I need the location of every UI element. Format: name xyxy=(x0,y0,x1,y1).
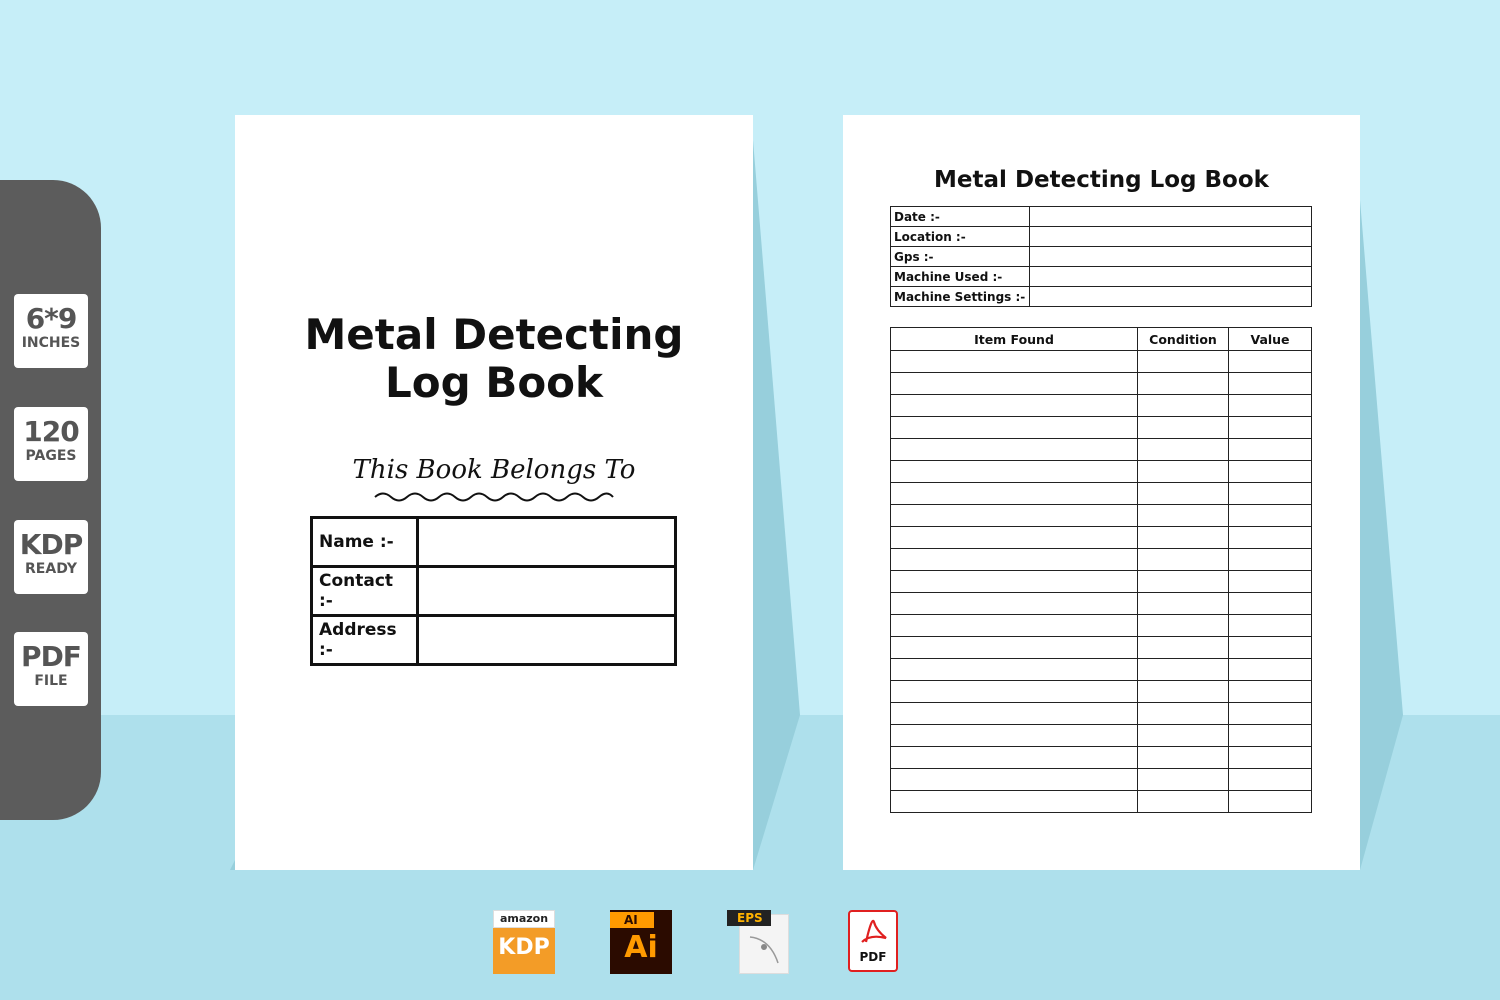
condition-header: Condition xyxy=(1138,328,1229,351)
eps-file-icon xyxy=(727,910,789,974)
value-cell[interactable] xyxy=(1229,395,1312,417)
item-found-cell[interactable] xyxy=(891,439,1138,461)
value-cell[interactable] xyxy=(1229,373,1312,395)
info-row xyxy=(891,207,1312,227)
info-row xyxy=(891,287,1312,307)
machine-used-label: Machine Used :- xyxy=(891,267,1030,287)
table-row xyxy=(891,505,1312,527)
gps-label: Gps :- xyxy=(891,247,1030,267)
date-field[interactable] xyxy=(1030,207,1312,227)
log-page xyxy=(843,115,1360,870)
condition-cell[interactable] xyxy=(1138,593,1229,615)
table-row xyxy=(891,747,1312,769)
table-row xyxy=(891,659,1312,681)
value-cell[interactable] xyxy=(1229,791,1312,813)
eps-file-tab: EPS xyxy=(727,910,771,926)
value-cell[interactable] xyxy=(1229,681,1312,703)
condition-cell[interactable] xyxy=(1138,747,1229,769)
item-found-cell[interactable] xyxy=(891,571,1138,593)
size-unit: INCHES xyxy=(21,335,81,351)
value-cell[interactable] xyxy=(1229,725,1312,747)
item-found-cell[interactable] xyxy=(891,659,1138,681)
pages-badge xyxy=(14,407,88,481)
pdf-badge xyxy=(14,632,88,706)
table-row xyxy=(891,703,1312,725)
owner-row-name xyxy=(312,518,676,567)
address-field[interactable] xyxy=(418,616,676,665)
condition-cell[interactable] xyxy=(1138,791,1229,813)
item-found-cell[interactable] xyxy=(891,637,1138,659)
pdf-unit: FILE xyxy=(34,673,68,689)
machine-settings-label: Machine Settings :- xyxy=(891,287,1030,307)
table-row xyxy=(891,549,1312,571)
ai-file-tab: AI xyxy=(610,912,654,928)
item-found-cell[interactable] xyxy=(891,549,1138,571)
feature-sidebar xyxy=(0,180,101,820)
condition-cell[interactable] xyxy=(1138,395,1229,417)
condition-cell[interactable] xyxy=(1138,373,1229,395)
item-found-cell[interactable] xyxy=(891,615,1138,637)
machine-settings-field[interactable] xyxy=(1030,287,1312,307)
table-row xyxy=(891,351,1312,373)
table-row xyxy=(891,637,1312,659)
owner-row-contact xyxy=(312,567,676,616)
cover-title-line2: Log Book xyxy=(385,358,603,407)
log-page-title: Metal Detecting Log Book xyxy=(934,167,1269,193)
condition-cell[interactable] xyxy=(1138,659,1229,681)
item-found-cell[interactable] xyxy=(891,703,1138,725)
cover-page xyxy=(235,115,753,870)
item-found-cell[interactable] xyxy=(891,373,1138,395)
condition-cell[interactable] xyxy=(1138,725,1229,747)
cover-title xyxy=(235,311,753,407)
info-row xyxy=(891,227,1312,247)
table-row xyxy=(891,439,1312,461)
condition-cell[interactable] xyxy=(1138,483,1229,505)
address-label: Address :- xyxy=(312,616,418,665)
condition-cell[interactable] xyxy=(1138,637,1229,659)
table-row xyxy=(891,395,1312,417)
size-value: 6*9 xyxy=(25,302,77,335)
value-cell[interactable] xyxy=(1229,593,1312,615)
condition-cell[interactable] xyxy=(1138,505,1229,527)
value-cell[interactable] xyxy=(1229,703,1312,725)
info-row xyxy=(891,267,1312,287)
table-row xyxy=(891,725,1312,747)
item-found-cell[interactable] xyxy=(891,505,1138,527)
owner-row-address xyxy=(312,616,676,665)
condition-cell[interactable] xyxy=(1138,439,1229,461)
location-field[interactable] xyxy=(1030,227,1312,247)
table-row xyxy=(891,593,1312,615)
kdp-value: KDP xyxy=(19,528,83,561)
date-label: Date :- xyxy=(891,207,1030,227)
machine-used-field[interactable] xyxy=(1030,267,1312,287)
value-cell[interactable] xyxy=(1229,637,1312,659)
pages-value: 120 xyxy=(23,415,79,448)
contact-field[interactable] xyxy=(418,567,676,616)
owner-table xyxy=(310,516,677,666)
size-badge xyxy=(14,294,88,368)
condition-cell[interactable] xyxy=(1138,527,1229,549)
item-found-header: Item Found xyxy=(891,328,1138,351)
condition-cell[interactable] xyxy=(1138,549,1229,571)
kdp-badge xyxy=(14,520,88,594)
table-row xyxy=(891,769,1312,791)
item-found-cell[interactable] xyxy=(891,593,1138,615)
value-cell[interactable] xyxy=(1229,615,1312,637)
item-found-cell[interactable] xyxy=(891,791,1138,813)
condition-cell[interactable] xyxy=(1138,417,1229,439)
table-row xyxy=(891,373,1312,395)
item-found-cell[interactable] xyxy=(891,747,1138,769)
value-header: Value xyxy=(1229,328,1312,351)
table-row xyxy=(891,615,1312,637)
ai-file-label: Ai xyxy=(624,930,658,965)
item-found-cell[interactable] xyxy=(891,461,1138,483)
item-found-cell[interactable] xyxy=(891,681,1138,703)
contact-label: Contact :- xyxy=(312,567,418,616)
kdp-logo-text: KDP xyxy=(493,928,555,974)
illustrator-ai-icon xyxy=(610,910,672,974)
value-cell[interactable] xyxy=(1229,351,1312,373)
item-found-cell[interactable] xyxy=(891,351,1138,373)
value-cell[interactable] xyxy=(1229,527,1312,549)
items-header-row xyxy=(891,328,1312,351)
location-label: Location :- xyxy=(891,227,1030,247)
value-cell[interactable] xyxy=(1229,461,1312,483)
pdf-file-icon xyxy=(848,910,910,974)
condition-cell[interactable] xyxy=(1138,615,1229,637)
value-cell[interactable] xyxy=(1229,549,1312,571)
value-cell[interactable] xyxy=(1229,417,1312,439)
belongs-to-heading: This Book Belongs To xyxy=(352,455,636,485)
condition-cell[interactable] xyxy=(1138,703,1229,725)
acrobat-icon xyxy=(850,912,896,948)
value-cell[interactable] xyxy=(1229,505,1312,527)
value-cell[interactable] xyxy=(1229,769,1312,791)
info-row xyxy=(891,247,1312,267)
info-table xyxy=(890,206,1312,307)
gps-field[interactable] xyxy=(1030,247,1312,267)
decorative-squiggle xyxy=(373,490,615,504)
table-row xyxy=(891,417,1312,439)
table-row xyxy=(891,681,1312,703)
pdf-value: PDF xyxy=(21,640,81,673)
value-cell[interactable] xyxy=(1229,483,1312,505)
amazon-kdp-icon xyxy=(493,910,555,974)
value-cell[interactable] xyxy=(1229,571,1312,593)
item-found-cell[interactable] xyxy=(891,483,1138,505)
value-cell[interactable] xyxy=(1229,747,1312,769)
table-row xyxy=(891,483,1312,505)
item-found-cell[interactable] xyxy=(891,769,1138,791)
cover-title-line1: Metal Detecting xyxy=(304,310,684,359)
value-cell[interactable] xyxy=(1229,659,1312,681)
pdf-file-label: PDF xyxy=(859,950,887,964)
condition-cell[interactable] xyxy=(1138,461,1229,483)
table-row xyxy=(891,461,1312,483)
condition-cell[interactable] xyxy=(1138,769,1229,791)
value-cell[interactable] xyxy=(1229,439,1312,461)
item-found-cell[interactable] xyxy=(891,417,1138,439)
condition-cell[interactable] xyxy=(1138,351,1229,373)
kdp-unit: READY xyxy=(25,561,77,577)
table-row xyxy=(891,791,1312,813)
name-field[interactable] xyxy=(418,518,676,567)
item-found-cell[interactable] xyxy=(891,527,1138,549)
table-row xyxy=(891,527,1312,549)
items-table xyxy=(890,327,1312,813)
item-found-cell[interactable] xyxy=(891,725,1138,747)
name-label: Name :- xyxy=(312,518,418,567)
condition-cell[interactable] xyxy=(1138,571,1229,593)
condition-cell[interactable] xyxy=(1138,681,1229,703)
table-row xyxy=(891,571,1312,593)
amazon-logo-text: amazon xyxy=(493,910,555,928)
item-found-cell[interactable] xyxy=(891,395,1138,417)
pages-unit: PAGES xyxy=(25,448,77,464)
